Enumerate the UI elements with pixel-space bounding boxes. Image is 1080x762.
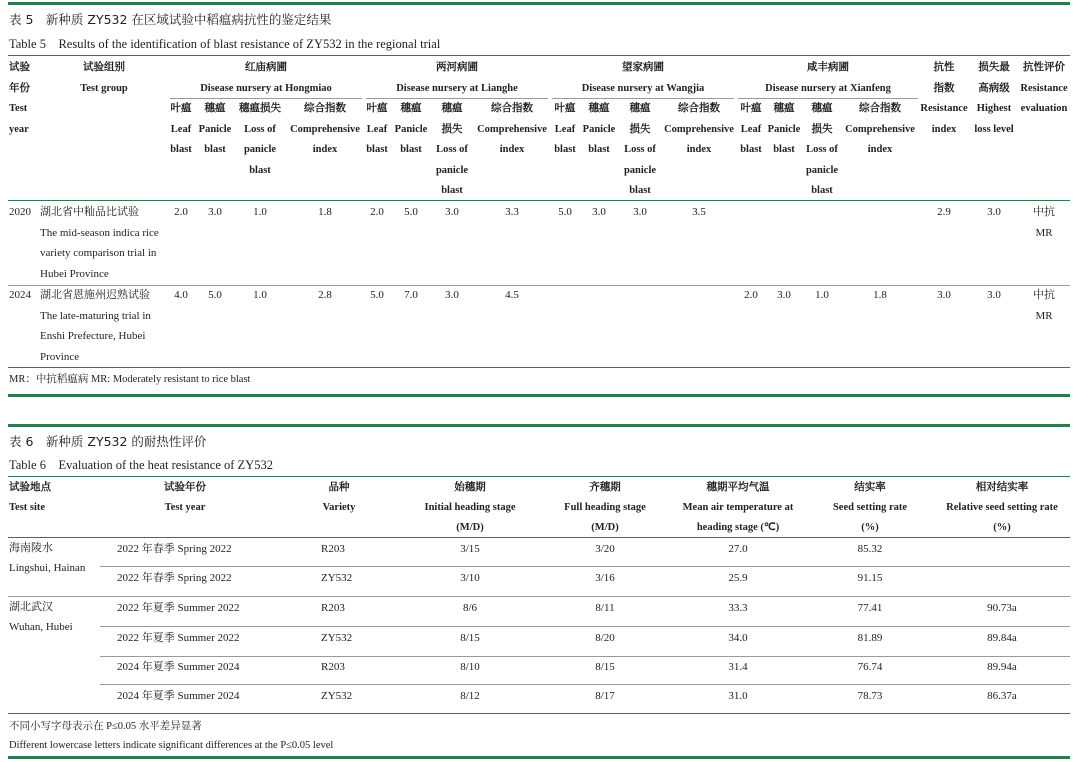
cell-variety: R203 — [321, 543, 345, 555]
cell-value: 2.0 — [174, 206, 188, 218]
cell-year: 2022 年春季 Spring 2022 — [117, 572, 232, 584]
resistance-index-header: 抗性 指数 Resistance index — [920, 62, 968, 135]
cell-initial: 8/6 — [462, 602, 478, 614]
table6-caption-cn: 表 6 新种质 ZY532 的耐热性评价 — [9, 434, 207, 449]
cell-full: 8/17 — [595, 690, 615, 702]
cell-variety: R203 — [321, 661, 345, 673]
header-full-heading: 齐穗期 Full heading stage (M/D) — [564, 482, 646, 533]
subheader-leaf-blast: 叶瘟 Leaf blast — [554, 103, 576, 155]
table5-top-rule — [8, 2, 1070, 5]
cell-value: 2.8 — [318, 289, 332, 301]
cell-relative-rate: 89.84a — [987, 632, 1017, 644]
subheader-panicle-blast: 穗瘟 Panicle blast — [394, 103, 428, 155]
header-seed-setting-rate: 结实率 Seed setting rate (%) — [832, 482, 908, 533]
header-relative-seed-setting-rate: 相对结实率 Relative seed setting rate (%) — [946, 482, 1058, 533]
cell-value: 5.0 — [558, 206, 572, 218]
table5-body-rule — [8, 200, 1070, 201]
row-year: 2020 — [9, 206, 31, 218]
cell-variety: ZY532 — [321, 632, 353, 644]
row-year: 2024 — [9, 289, 31, 301]
cell-value: 3.0 — [445, 206, 459, 218]
cell-value: 2.0 — [744, 289, 758, 301]
table5-caption-en: Table 5 Results of the identification of blast resistance of ZY532 in the regional trial — [9, 37, 441, 51]
cell-initial: 3/10 — [460, 572, 480, 584]
cell-value: 3.0 — [633, 206, 647, 218]
table6-bottom-rule — [8, 713, 1070, 714]
subheader-loss-panicle-blast: 穗瘟损失 Loss of panicle blast — [239, 103, 281, 176]
cell-relative-rate: 89.94a — [987, 661, 1017, 673]
nursery-header-hongmiao: 红庙病圃 Disease nursery at Hongmiao — [200, 62, 332, 94]
header-test-site: 试验地点 Test site — [9, 482, 51, 513]
cell-value: 5.0 — [370, 289, 384, 301]
cell-value: 1.0 — [253, 206, 267, 218]
cell-temp: 31.0 — [728, 690, 748, 702]
nursery-header-lianghe: 两河病圃 Disease nursery at Lianghe — [396, 62, 518, 94]
cell-temp: 33.3 — [728, 602, 748, 614]
subheader-loss-panicle-blast: 穗瘟 损失 Loss of panicle blast — [623, 103, 657, 196]
subheader-loss-panicle-blast: 穗瘟 损失 Loss of panicle blast — [435, 103, 469, 196]
cell-value: 3.0 — [445, 289, 459, 301]
site-lingshui: 海南陵水 Lingshui, Hainan — [9, 542, 86, 574]
row-group: 湖北省中籼品比试验 The mid-season indica rice variety comparison trial in Hubei Province — [40, 206, 159, 280]
header-initial-heading: 始穗期 Initial heading stage (M/D) — [424, 482, 516, 533]
cell-value: 3.5 — [692, 206, 706, 218]
subheader-panicle-blast: 穗瘟 Panicle blast — [582, 103, 616, 155]
cell-value: 4.0 — [174, 289, 188, 301]
subheader-leaf-blast: 叶瘟 Leaf blast — [170, 103, 192, 155]
cell-full: 3/16 — [595, 572, 615, 584]
cell-temp: 27.0 — [728, 543, 748, 555]
cell-variety: R203 — [321, 602, 345, 614]
cell-seed-rate: 77.41 — [857, 602, 883, 614]
cell-value: 3.0 — [592, 206, 606, 218]
nursery-header-xianfeng: 咸丰病圃 Disease nursery at Xianfeng — [765, 62, 891, 94]
cell-seed-rate: 91.15 — [857, 572, 883, 584]
subheader-panicle-blast: 穗瘟 Panicle blast — [198, 103, 232, 155]
cell-initial: 3/15 — [460, 543, 480, 555]
table5-caption-cn: 表 5 新种质 ZY532 在区域试验中稻瘟病抗性的鉴定结果 — [9, 12, 332, 27]
cell-highest-loss: 3.0 — [987, 289, 1001, 301]
nursery-header-wangjia: 望家病圃 Disease nursery at Wangjia — [581, 62, 705, 94]
cell-evaluation: 中抗 MR — [1033, 206, 1055, 239]
cell-resistance-index: 3.0 — [937, 289, 951, 301]
table6-header-rule — [8, 476, 1070, 477]
cell-year: 2022 年春季 Spring 2022 — [117, 543, 232, 555]
header-variety: 品种 Variety — [322, 482, 356, 513]
cell-value: 3.0 — [777, 289, 791, 301]
cell-full: 3/20 — [595, 543, 615, 555]
cell-year: 2024 年夏季 Summer 2024 — [117, 661, 240, 673]
table6-caption-en: Table 6 Evaluation of the heat resistance of ZY532 — [9, 458, 273, 472]
cell-year: 2022 年夏季 Summer 2022 — [117, 602, 240, 614]
cell-temp: 31.4 — [728, 661, 748, 673]
cell-value: 1.0 — [815, 289, 829, 301]
cell-temp: 25.9 — [728, 572, 748, 584]
table6-top-rule — [8, 424, 1070, 427]
table5-year-header: 试验 年份 Test year — [9, 62, 30, 135]
table6-body-rule — [8, 537, 1070, 538]
subheader-comprehensive-index: 综合指数 Comprehensive index — [845, 103, 915, 155]
cell-seed-rate: 78.73 — [857, 690, 883, 702]
table6-end-rule — [8, 756, 1070, 759]
cell-seed-rate: 85.32 — [857, 543, 883, 555]
cell-relative-rate: 86.37a — [987, 690, 1017, 702]
cell-value: 4.5 — [505, 289, 519, 301]
cell-year: 2022 年夏季 Summer 2022 — [117, 632, 240, 644]
table6-note-cn: 不同小写字母表示在 P≤0.05 水平差异显著 — [9, 721, 202, 732]
row-divider — [100, 684, 1070, 685]
subheader-loss-panicle-blast: 穗瘟 损失 Loss of panicle blast — [805, 103, 839, 196]
subheader-comprehensive-index: 综合指数 Comprehensive index — [664, 103, 734, 155]
row-group: 湖北省恩施州迟熟试验 The late-maturing trial in Enshi Prefecture, Hubei Province — [40, 289, 151, 363]
subheader-leaf-blast: 叶瘟 Leaf blast — [366, 103, 388, 155]
header-test-year: 试验年份 Test year — [164, 482, 206, 513]
cell-value: 1.8 — [318, 206, 332, 218]
subheader-comprehensive-index: 综合指数 Comprehensive index — [477, 103, 547, 155]
cell-highest-loss: 3.0 — [987, 206, 1001, 218]
cell-value: 3.0 — [208, 206, 222, 218]
row-divider — [100, 626, 1070, 627]
cell-value: 7.0 — [404, 289, 418, 301]
cell-value: 1.0 — [253, 289, 267, 301]
cell-year: 2024 年夏季 Summer 2024 — [117, 690, 240, 702]
row-divider — [100, 566, 1070, 567]
cell-value: 2.0 — [370, 206, 384, 218]
table5-end-rule — [8, 394, 1070, 397]
table5-header-rule — [8, 55, 1070, 56]
cell-evaluation: 中抗 MR — [1033, 289, 1055, 322]
cell-value: 3.3 — [505, 206, 519, 218]
cell-resistance-index: 2.9 — [937, 206, 951, 218]
cell-initial: 8/10 — [460, 661, 480, 673]
cell-full: 8/11 — [595, 602, 615, 614]
row-divider — [8, 596, 1070, 597]
cell-value: 5.0 — [208, 289, 222, 301]
cell-value: 5.0 — [404, 206, 418, 218]
subheader-leaf-blast: 叶瘟 Leaf blast — [740, 103, 762, 155]
table5-bottom-rule — [8, 367, 1070, 368]
cell-full: 8/15 — [595, 661, 615, 673]
subheader-panicle-blast: 穗瘟 Panicle blast — [767, 103, 801, 155]
highest-loss-header: 损失最 高病级 Highest loss level — [974, 62, 1014, 135]
table5-group-header: 试验组别 Test group — [80, 62, 128, 94]
cell-relative-rate: 90.73a — [987, 602, 1017, 614]
cell-initial: 8/15 — [460, 632, 480, 644]
cell-initial: 8/12 — [460, 690, 480, 702]
subheader-comprehensive-index: 综合指数 Comprehensive index — [290, 103, 360, 155]
cell-full: 8/20 — [595, 632, 615, 644]
cell-temp: 34.0 — [728, 632, 748, 644]
cell-variety: ZY532 — [321, 572, 353, 584]
site-wuhan: 湖北武汉 Wuhan, Hubei — [9, 601, 73, 633]
cell-variety: ZY532 — [321, 690, 353, 702]
table5-note: MR：中抗稻瘟病 MR: Moderately resistant to rice blast — [9, 374, 251, 385]
cell-seed-rate: 81.89 — [857, 632, 883, 644]
resistance-evaluation-header: 抗性评价 Resistance evaluation — [1020, 62, 1068, 114]
cell-value: 1.8 — [873, 289, 887, 301]
header-mean-temperature: 穗期平均气温 Mean air temperature at heading stage (℃) — [682, 482, 794, 533]
table6-note-en: Different lowercase letters indicate significant differences at the P≤0.05 level — [9, 740, 334, 751]
cell-seed-rate: 76.74 — [857, 661, 883, 673]
